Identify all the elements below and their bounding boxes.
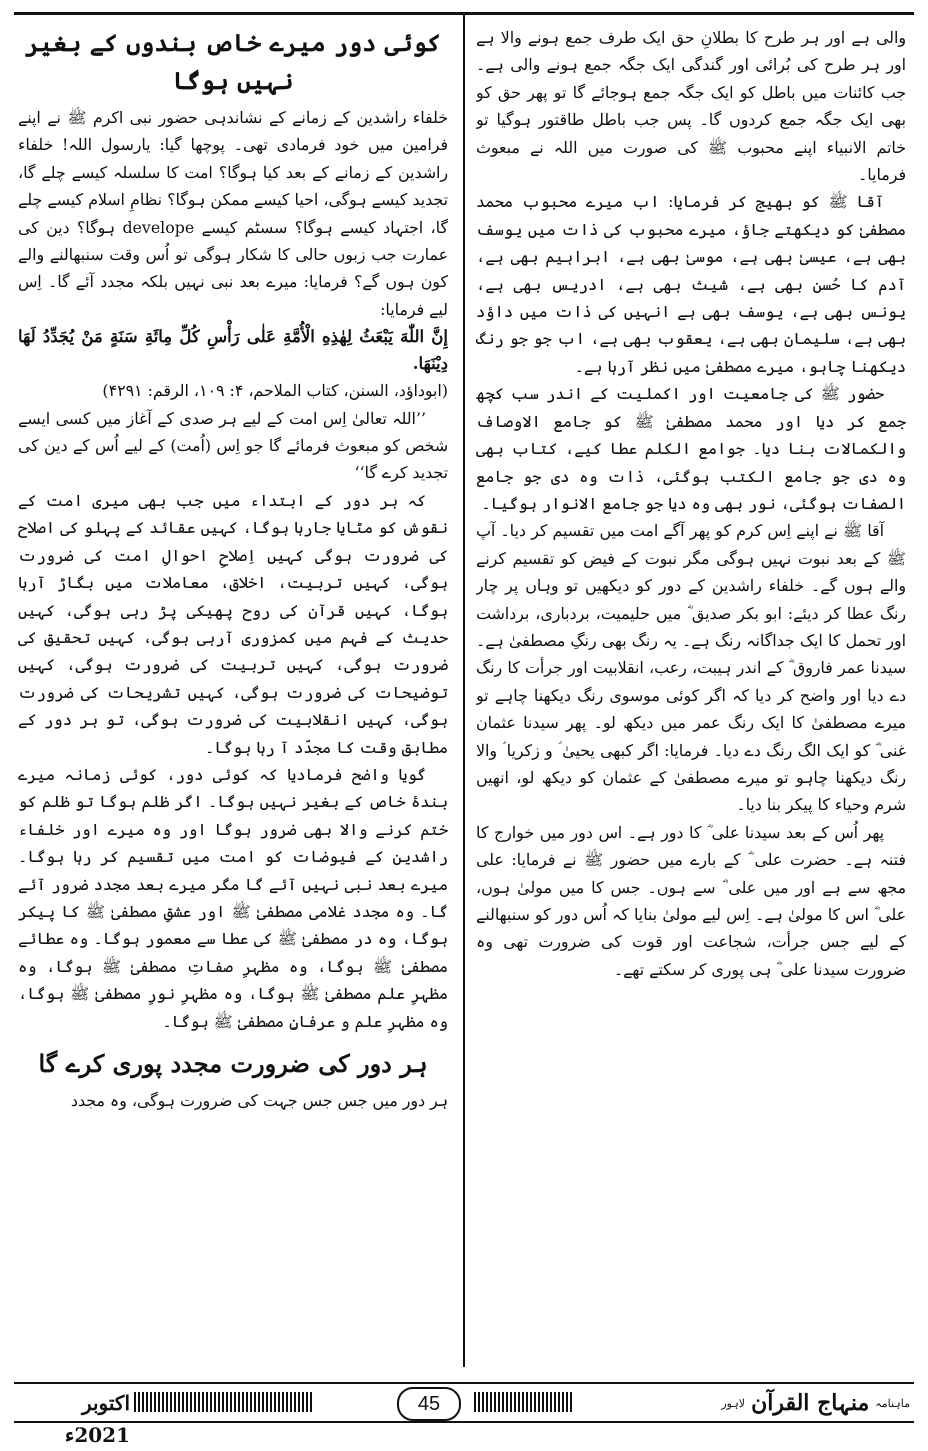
page-footer <box>14 1382 914 1447</box>
paragraph: آقا ﷺ نے اپنے اِس کرم کو پھر آگے امت میں تقسیم کر دیا۔ آپ ﷺ کے بعد نبوت نہیں ہوگی مگر نبوت کے فیض کو تقسیم کرنے والے ہوں گے۔ خلفاء راشدین کے دور کو دیکھیں تو وہاں پر چار رنگ عطا کر دیئے: ابو بکر صدیق ؓ میں حلیمیت، بردباری، برداشت اور تحمل کا ایک جداگانہ رنگ ہے۔ یہ رنگ بھی رنگِ مصطفیٰ ہے۔ سیدنا عمر فاروق ؓ کے اندر ہیبت، رعب، انقلابیت اور جرأت کا رنگ دے دیا اور واضح کر دیا کہ اگر کوئی موسوی رنگ دیکھنا چاہے تو میرے مصطفیٰ کا ایک رنگ عمر میں دیکھ لو۔ پھر سیدنا عثمان غنی ؓ کو ایک الگ رنگ دے دیا۔ فرمایا: اگر کبھی یحییٰ ؑ و زکریا ؑ والا رنگ دیکھنا چاہو تو میرے مصطفیٰ کے عثمان کو دیکھ لو، انھیں شرم وحیاء کا پیکر بنا دیا۔ <box>476 521 906 815</box>
paragraph: حضور ﷺ کی جامعیت اور اکملیت کے اندر سب کچھ جمع کر دیا اور محمد مصطفیٰ ﷺ کو جامع الاوصاف والکمالات بنا دیا۔ جوامع الکلم عطا کیے، کتاب بھی وہ دی جو جامع الکتب ہوگئی، ذات وہ دی جو جامع الصفات ہوگئی، نور بھی وہ دیا جو جامع الانوار ہوگیا۔ <box>476 384 906 513</box>
paragraph: ہر دور میں جس جس جہت کی ضرورت ہوگی، وہ مجدد <box>70 1091 448 1110</box>
magazine-masthead <box>610 1387 910 1419</box>
decorative-hatch <box>474 1392 574 1412</box>
translation: ’’اللہ تعالیٰ اِس امت کے لیے ہر صدی کے آغاز میں کسی ایسے شخص کو مبعوث فرمائے گا جو اِس (اُمت) کے لیے اُس کے دین کی تجدید کرے گا‘‘ <box>18 408 448 483</box>
masthead-city: لاہور <box>721 1396 746 1410</box>
paragraph: آقا ﷺ کو بھیج کر فرمایا: اب میرے محبوب محمد مصطفیٰ کو دیکھتے جاؤ، میرے محبوب کی ذات میں یوسف بھی ہے، عیسیٰ بھی ہے، موسیٰ بھی ہے، ابراہیم بھی ہے، آدم کا حُسن بھی ہے، شیث بھی ہے، ادریس بھی ہے، یونس بھی ہے، یوسف بھی ہے انہیں کی ذات میں داؤد بھی ہے، سلیمان بھی ہے، یعقوب بھی ہے، اب جو جو رنگ دیکھنا چاہو، میرے مصطفیٰ میں نظر آرہا ہے۔ <box>476 192 906 376</box>
section-heading: ہر دور کی ضرورت مجدد پوری کرے گا <box>38 1049 428 1078</box>
arabic-hadith: إِنَّ اللّٰهَ يَبْعَثُ لِهٰذِهِ الْأُمَّةِ عَلٰى رَأْسِ كُلِّ مِائَةِ سَنَةٍ مَنْ يُجَدِّدُ لَهَا دِيْنَهَا. <box>18 327 448 374</box>
column-divider <box>463 12 465 1367</box>
masthead-monthly: ماہنامہ <box>875 1396 910 1410</box>
right-column <box>476 24 906 1364</box>
decorative-hatch <box>134 1392 314 1412</box>
section-heading: کوئی دور میرے خاص بندوں کے بغیر نہیں ہوگا <box>25 28 441 95</box>
paragraph: خلفاء راشدین کے زمانے کے نشاندہی حضور نبی اکرم ﷺ نے اپنے فرامین میں خود فرمادی تھی۔ پوچھا گیا: یارسول اللہ! خلفاء راشدین کے زمانے کے بعد کیا ہوگا؟ امت کا سلسلہ کیسے چلے گا، تجدید کیسے ہوگی، احیا کیسے ممکن ہوگا؟ نظامِ اسلام کیسے چلے گا، اجتہاد کیسے ہوگا؟ سسٹم کیسے develope ہوگا؟ دین کی عمارت جب زبوں حالی کا شکار ہوگی تو اُس وقت سنبھالنے والے کون ہوں گے؟ فرمایا: میرے بعد نبی نہیں بلکہ مجدد آئے گا۔ اِس لیے فرمایا: <box>18 108 448 319</box>
magazine-name: منہاج القرآن <box>751 1390 870 1416</box>
page-number: 45 <box>397 1387 461 1421</box>
left-column <box>18 24 448 1364</box>
paragraph: گویا واضح فرمادیا کہ کوئی دور، کوئی زمانہ میرے بندۂ خاص کے بغیر نہیں ہوگا۔ اگر ظلم ہوگا تو ظلم کو ختم کرنے والا بھی ضرور ہوگا اور وہ میرے اور خلفاء راشدین کے فیوضات کو امت میں تقسیم کر رہا ہوگا۔ میرے بعد نبی نہیں آئے گا مگر میرے بعد مجدد ضرور آئے گا۔ وہ مجدد غلامی مصطفیٰ ﷺ اور عشقِ مصطفیٰ ﷺ کا پیکر ہوگا، وہ در مصطفیٰ ﷺ کی عطا سے معمور ہوگا۔ وہ عطائے مصطفیٰ ﷺ ہوگا، وہ مظہرِ صفاتِ مصطفیٰ ﷺ ہوگا، وہ مظہرِ علم مصطفیٰ ﷺ ہوگا، وہ مظہرِ نورِ مصطفیٰ ﷺ ہوگا، وہ مظہرِ علم و عرفانِ مصطفیٰ ﷺ ہوگا۔ <box>18 764 448 1031</box>
paragraph: والی ہے اور ہر طرح کا بطلانِ حق ایک طرف جمع ہونے والا ہے اور ہر طرح کی بُرائی اور گندگی ایک جگہ جمع ہونے والی ہے۔ جب کائنات میں باطل کو ایک جگہ جمع ہوجائے گا تو پھر حق کو بھی ایک جگہ جمع کردوں گا۔ پس جب باطل طاقتور ہوگیا تو خاتم الانبیاء اپنے محبوب ﷺ کی صورت میں اللہ نے مبعوث فرمایا۔ <box>476 28 906 185</box>
issue-date: اکتوبر 2021ء <box>64 1391 130 1447</box>
paragraph: کہ ہر دور کے ابتداء میں جب بھی میری امت کے نقوش کو مٹایا جارہا ہوگا، کہیں عقائد کے پہلو کی اصلاح کی ضرورت ہوگی کہیں اِصلاحِ احوالِ امت کی ضرورت ہوگی، کہیں تربیت، اخلاق، معاملات میں بگاڑ آرہا ہوگا، کہیں قرآن کی روح پھیکی پڑ رہی ہوگی، کہیں حدیث کے فہم میں کمزوری آرہی ہوگی، کہیں تحقیق کی ضرورت ہوگی، کہیں تربیت کی ضرورت ہوگی، کہیں توضیحات کی ضرورت ہوگی، کہیں تشریحات کی ضرورت ہوگی، کہیں انقلابیت کی ضرورت ہوگی، تو ہر دور کے مطابق وقت کا مجدّد آ رہا ہوگا۔ <box>18 490 448 757</box>
paragraph: پھر اُس کے بعد سیدنا علی ؓ کا دور ہے۔ اس دور میں خوارج کا فتنہ ہے۔ حضرت علی ؓ کے بارے میں حضور ﷺ نے فرمایا: علی مجھ سے ہے اور میں علی ؓ سے ہوں۔ جس کا میں مولیٰ ہوں، علی ؓ اس کا مولیٰ ہے۔ اِس لیے مولیٰ بنایا کہ اُس دور کو سنبھالنے کے لیے جس جرأت، شجاعت اور قوت کی ضرورت تھی وہ ضرورت سیدنا علی ؓ ہی پوری کر سکتے تھے۔ <box>476 822 906 979</box>
citation: (ابوداؤد، السنن، کتاب الملاحم، ۴: ۱۰۹، الرقم: ۴۲۹۱) <box>102 381 448 401</box>
